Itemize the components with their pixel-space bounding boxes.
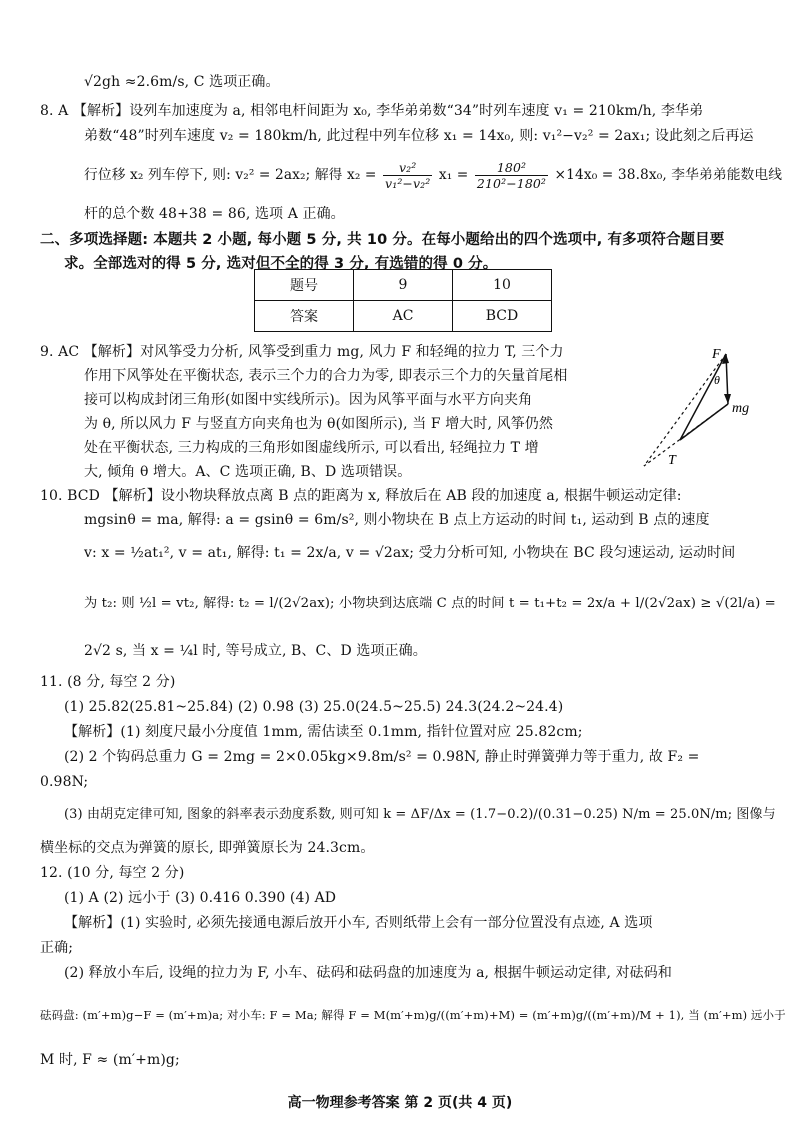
f-label: F bbox=[712, 347, 721, 362]
q9-line-2: 作用下风筝处在平衡状态, 表示三个力的合力为零, 即表示三个力的矢量首尾相 bbox=[84, 368, 568, 384]
q12-answers: (1) A (2) 远小于 (3) 0.416 0.390 (4) AD bbox=[64, 890, 337, 906]
q9-line-5: 处在平衡状态, 三力构成的三角形如图虚线所示, 可以看出, 轻绳拉力 T 增 bbox=[84, 440, 539, 456]
mg-arrowhead bbox=[724, 394, 731, 404]
q8-line-3-part-a: 行位移 x₂ 列车停下, 则: v₂² = 2ax₂; 解得 x₂ = bbox=[84, 167, 377, 183]
section-2-heading-cont: 求。全部选对的得 5 分, 选对但不全的得 3 分, 有选错的得 0 分。 bbox=[64, 256, 498, 272]
fraction-x2 bbox=[383, 160, 432, 191]
theta-label: θ bbox=[714, 373, 720, 387]
q11-heading: 11. (8 分, 每空 2 分) bbox=[40, 674, 176, 690]
answer-table-header-row bbox=[255, 270, 552, 301]
q12-analysis-1-cont: 正确; bbox=[40, 940, 74, 956]
q8-line-3 bbox=[84, 160, 782, 191]
q8-line-4: 杆的总个数 48+38 = 86, 选项 A 正确。 bbox=[84, 206, 345, 222]
f-dashed-vector bbox=[644, 354, 726, 466]
q9-line-1: 9. AC 【解析】对风筝受力分析, 风筝受到重力 mg, 风力 F 和轻绳的拉力 T, 三个力 bbox=[40, 344, 564, 360]
q12-analysis-1: 【解析】(1) 实验时, 必须先接通电源后放开小车, 否则纸带上会有一部分位置没有点迹, A 选项 bbox=[64, 915, 653, 931]
q11-analysis-1: 【解析】(1) 刻度尺最小分度值 1mm, 需估读至 0.1mm, 指针位置对应 25.82cm; bbox=[64, 724, 583, 740]
answer-table-answer-9: AC bbox=[354, 301, 453, 332]
q9-line-4: 为 θ, 所以风力 F 与竖直方向夹角也为 θ(如图所示), 当 F 增大时, 风筝仍然 bbox=[84, 416, 554, 432]
q8-line-1: 8. A 【解析】设列车加速度为 a, 相邻电杆间距为 x₀, 李华弟弟数“34”时列车速度 v₁ = 210km/h, 李华弟 bbox=[40, 103, 704, 119]
answer-table-answer-label: 答案 bbox=[255, 301, 354, 332]
answer-table-answer-row bbox=[255, 301, 552, 332]
t-label: T bbox=[668, 453, 676, 468]
q8-line-3-part-b: x₁ = bbox=[438, 167, 469, 183]
q11-answers: (1) 25.82(25.81~25.84) (2) 0.98 (3) 25.0(24.5~25.5) 24.3(24.2~24.4) bbox=[64, 699, 564, 715]
q10-line-3: v: x = ½at₁², v = at₁, 解得: t₁ = 2x/a, v = √2ax; 受力分析可知, 小物块在 BC 段匀速运动, 运动时间 bbox=[84, 545, 736, 561]
q11-analysis-3: (3) 由胡克定律可知, 图象的斜率表示劲度系数, 则可知 k = ΔF/Δx = (1.7−0.2)/(0.31−0.25) N/m = 25.0N/m; 图像与 bbox=[64, 807, 776, 822]
answer-table-question-9: 9 bbox=[354, 270, 453, 301]
q12-analysis-2-cont: 砝码盘: (m′+m)g−F = (m′+m)a; 对小车: F = Ma; 解得 F = M(m′+m)g/((m′+m)+M) = (m′+m)g/((m′+m)/M + 1), 当 (m′+m) 远小于 bbox=[40, 1008, 786, 1022]
fraction-numeric-numerator: 180² bbox=[475, 160, 548, 176]
q12-heading: 12. (10 分, 每空 2 分) bbox=[40, 865, 185, 881]
q10-line-4: 为 t₂: 则 ½l = vt₂, 解得: t₂ = l/(2√2ax); 小物块到达底端 C 点的时间 t = t₁+t₂ = 2x/a + l/(2√2ax) ≥ √(2l/a) = bbox=[84, 596, 776, 611]
page-footer: 高一物理参考答案 第 2 页(共 4 页) bbox=[287, 1095, 513, 1111]
q9-line-6: 大, 倾角 θ 增大。A、C 选项正确, B、D 选项错误。 bbox=[84, 464, 412, 480]
q8-line-3-part-c: ×14x₀ = 38.8x₀, 李华弟弟能数电线 bbox=[554, 167, 783, 183]
q12-analysis-2: (2) 释放小车后, 设绳的拉力为 F, 小车、砝码和砝码盘的加速度为 a, 根据牛顿运动定律, 对砝码和 bbox=[64, 965, 672, 981]
q11-analysis-3-cont: 横坐标的交点为弹簧的原长, 即弹簧原长为 24.3cm。 bbox=[40, 840, 375, 856]
section-2-heading: 二、多项选择题: 本题共 2 小题, 每小题 5 分, 共 10 分。在每小题给出的四个选项中, 有多项符合题目要 bbox=[40, 232, 725, 248]
f-vector bbox=[680, 354, 726, 440]
q10-line-1: 10. BCD 【解析】设小物块释放点离 B 点的距离为 x, 释放后在 AB 段的加速度 a, 根据牛顿运动定律: bbox=[40, 488, 682, 504]
q11-analysis-2: (2) 2 个钩码总重力 G = 2mg = 2×0.05kg×9.8m/s² = 0.98N, 静止时弹簧弹力等于重力, 故 F₂ = bbox=[64, 749, 700, 765]
fraction-numeric bbox=[475, 160, 548, 191]
answer-table bbox=[254, 269, 552, 332]
answer-table-answer-10: BCD bbox=[453, 301, 552, 332]
q9-line-3: 接可以构成封闭三角形(如图中实线所示)。因为风筝平面与水平方向夹角 bbox=[84, 392, 533, 408]
mg-label: mg bbox=[732, 401, 750, 416]
q12-analysis-2-end: M 时, F ≈ (m′+m)g; bbox=[40, 1052, 180, 1068]
line-7-end: √2gh ≈2.6m/s, C 选项正确。 bbox=[84, 74, 280, 90]
answer-table-header-label: 题号 bbox=[255, 270, 354, 301]
fraction-x2-numerator: v₂² bbox=[383, 160, 432, 176]
fraction-x2-denominator: v₁²−v₂² bbox=[385, 176, 431, 191]
q11-analysis-2-cont: 0.98N; bbox=[40, 774, 89, 790]
kite-force-diagram bbox=[636, 336, 776, 476]
fraction-numeric-denominator: 210²−180² bbox=[476, 176, 547, 191]
q8-line-2: 弟数“48”时列车速度 v₂ = 180km/h, 此过程中列车位移 x₁ = 14x₀, 则: v₁²−v₂² = 2ax₁; 设此刻之后再运 bbox=[84, 128, 754, 144]
q10-line-5: 2√2 s, 当 x = ¼l 时, 等号成立, B、C、D 选项正确。 bbox=[84, 643, 427, 659]
answer-table-question-10: 10 bbox=[453, 270, 552, 301]
q10-line-2: mgsinθ = ma, 解得: a = gsinθ = 6m/s², 则小物块在 B 点上方运动的时间 t₁, 运动到 B 点的速度 bbox=[84, 512, 710, 528]
